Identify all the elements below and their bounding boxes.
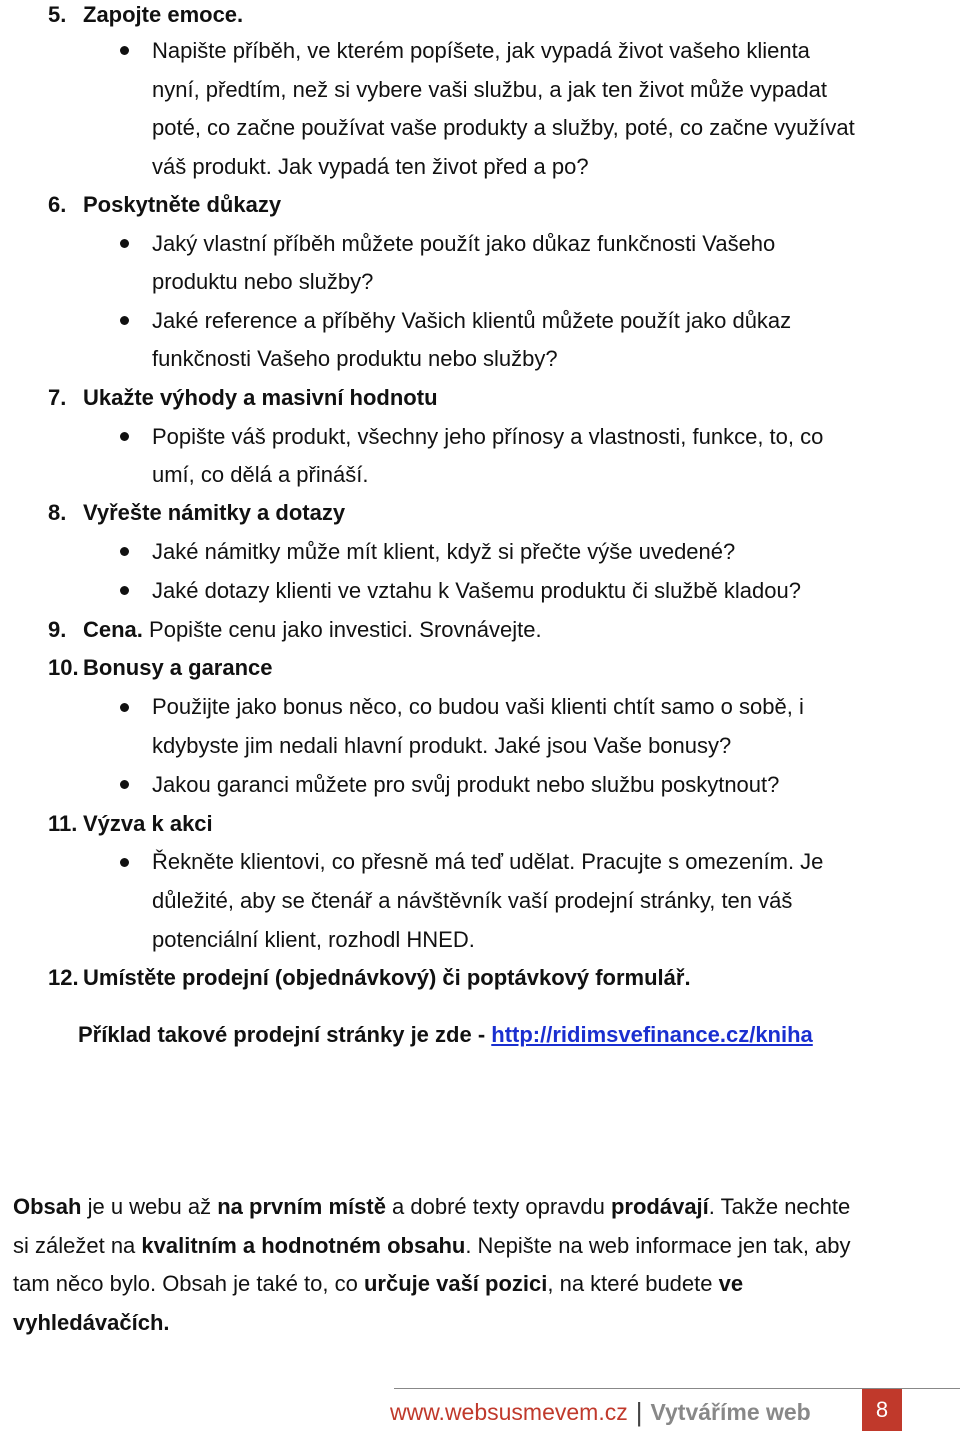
bullet-icon — [120, 858, 129, 867]
bullet-icon — [120, 703, 129, 712]
heading-12: 12. Umístěte prodejní (objednávkový) či poptávkový formulář. — [48, 965, 691, 990]
text-line: funkčnosti Vašeho produktu nebo služby? — [152, 346, 558, 371]
heading-10: 10. Bonusy a garance — [48, 655, 273, 680]
paragraph-line: tam něco bylo. Obsah je také to, co určuje vaší pozici, na které budete ve — [13, 1271, 744, 1296]
bullet-icon — [120, 46, 129, 55]
bullet-icon — [120, 547, 129, 556]
text-line: umí, co dělá a přináší. — [152, 462, 369, 487]
text-line: Řekněte klientovi, co přesně má teď udělat. Pracujte s omezením. Je — [152, 849, 824, 874]
text-line: nyní, předtím, než si vybere vaši službu, a jak ten život může vypadat — [152, 77, 827, 102]
text-line: poté, co začne používat vaše produkty a služby, poté, co začne využívat — [152, 115, 855, 140]
footer-brand: Vytváříme web — [650, 1398, 811, 1425]
text-line: Jaký vlastní příběh můžete použít jako důkaz funkčnosti Vašeho — [152, 231, 776, 256]
paragraph-line: Obsah je u webu až na prvním místě a dobré texty opravdu prodávají. Takže nechte — [13, 1194, 851, 1219]
paragraph-line: si záležet na kvalitním a hodnotném obsahu. Nepište na web informace jen tak, aby — [13, 1233, 851, 1258]
text-line: Jaké námitky může mít klient, když si přečte výše uvedené? — [152, 539, 736, 564]
text-line: váš produkt. Jak vypadá ten život před a po? — [152, 154, 589, 179]
bullet-icon — [120, 586, 129, 595]
footer-separator: | — [635, 1396, 643, 1427]
text-line: Použijte jako bonus něco, co budou vaši klienti chtít samo o sobě, i — [152, 694, 804, 719]
footer-site-link[interactable]: www.websusmevem.cz — [390, 1398, 628, 1425]
heading-9: 9. Cena. Popište cenu jako investici. Srovnávejte. — [48, 617, 542, 642]
bullet-icon — [120, 316, 129, 325]
text-line: Popište váš produkt, všechny jeho přínosy a vlastnosti, funkce, to, co — [152, 424, 824, 449]
example-link[interactable]: http://ridimsvefinance.cz/kniha — [491, 1022, 813, 1047]
heading-6: 6. Poskytněte důkazy — [48, 192, 282, 217]
bullet-icon — [120, 239, 129, 248]
heading-8: 8. Vyřešte námitky a dotazy — [48, 500, 346, 525]
text-line: kdybyste jim nedali hlavní produkt. Jaké jsou Vaše bonusy? — [152, 733, 732, 758]
heading-5: 5. Zapojte emoce. — [48, 2, 244, 27]
text-line: potenciální klient, rozhodl HNED. — [152, 927, 475, 952]
text-line: Jakou garanci můžete pro svůj produkt nebo službu poskytnout? — [152, 772, 780, 797]
text-line: Jaké dotazy klienti ve vztahu k Vašemu produktu či službě kladou? — [152, 578, 801, 603]
text-line: důležité, aby se čtenář a návštěvník vaší prodejní stránky, ten váš — [152, 888, 793, 913]
page-number-badge: 8 — [862, 1389, 902, 1431]
bullet-icon — [120, 780, 129, 789]
text-line: produktu nebo služby? — [152, 269, 374, 294]
footer — [390, 1394, 811, 1430]
text-line: Jaké reference a příběhy Vašich klientů můžete použít jako důkaz — [152, 308, 792, 333]
bullet-icon — [120, 432, 129, 441]
text-line: Napište příběh, ve kterém popíšete, jak vypadá život vašeho klienta — [152, 38, 810, 63]
heading-11: 11. Výzva k akci — [48, 811, 213, 836]
example-line: Příklad takové prodejní stránky je zde - http://ridimsvefinance.cz/kniha — [78, 1022, 813, 1047]
paragraph-line: vyhledávačích. — [13, 1310, 170, 1335]
heading-7: 7. Ukažte výhody a masivní hodnotu — [48, 385, 438, 410]
